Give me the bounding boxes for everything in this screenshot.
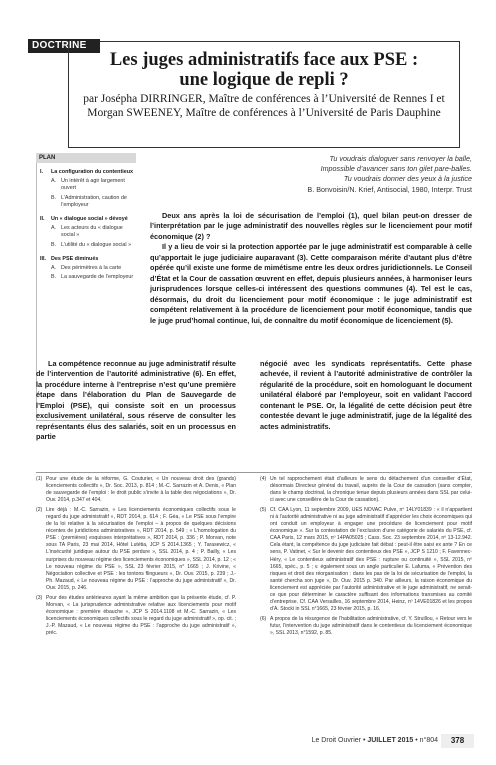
epigraph-line: Tu voudrais donner des yeux à la justice (343, 173, 472, 183)
intro-paragraph-1: Deux ans après la loi de sécurisation de l’emploi (1), quel bilan peut-on dresser de l’interprétation par le juge administratif des nouvelles règles sur le licenciement pour motif économique (2) ? (150, 211, 472, 241)
footnote-number: (4) (260, 476, 267, 482)
footnotes-left (36, 476, 236, 640)
body-column-left (36, 359, 236, 443)
footer-journal (312, 737, 438, 744)
plan-item-number: A. (51, 178, 57, 185)
plan-item-label: Les acteurs du « dialogue social » (61, 225, 123, 239)
article-title (70, 50, 458, 90)
plan-item-label: L’Administration, caution de l’employeur (61, 194, 127, 208)
plan-item (40, 225, 134, 239)
epigraph-line: Tu voudrais dialoguer sans renvoyer la balle, (329, 154, 472, 163)
section-tag: DOCTRINE (28, 39, 100, 53)
epigraph (150, 154, 472, 195)
introduction (150, 211, 472, 326)
footnote-separator (36, 472, 472, 473)
footnote-number: (5) (260, 507, 267, 514)
plan-item-number: B. (51, 241, 57, 248)
plan-item (40, 195, 134, 209)
plan-group-number: I. (40, 169, 43, 175)
plan-item-number: A. (51, 225, 57, 232)
footnote-text: Un tel rapprochement était d’ailleurs le sens du détachement d’un conseiller d’État, désormais Directeur général du travail, auprès de la Cour de cassation (sans compter, dans le champ doctrinal, la chronique tenue depuis plusieurs années dans SSL par celui-ci avec une conseillère de la Cour de cassation). (270, 476, 472, 504)
footer-separator: • (415, 737, 418, 744)
authors-line-1: par Josépha DIRRINGER, Maître de conférences à l’Université de Rennes I et (83, 93, 445, 105)
plan-item-label: L’utilité du « dialogue social » (61, 241, 132, 248)
body-paragraph: La compétence reconnue au juge administratif résulte de l’intervention de l’autorité administrative (6). En effet, la procédure interne à l’entreprise n’est qu’une première étape dans l’élaboration du Plan de Sauvegarde de l’Emploi (PSE), qui consiste soit en un processus exclusivement unilatéral, sous réserve de consulter les représentants élus des salariés, soit en un processus en partie (36, 359, 236, 442)
title-line-2: une logique de repli ? (179, 70, 349, 90)
footnote-number: (3) (36, 594, 43, 601)
plan-item-label: La sauvegarde de l’employeur (61, 274, 134, 281)
footnote-number: (2) (36, 507, 43, 514)
body-paragraph: négocié avec les syndicats représentatifs. Cette phase achevée, il revient à l’autorité administrative de contrôler la régularité de la procédure, soit en homologuant le document unilatéral élaboré par l’employeur, soit en validant l’accord contenant le PSE. Or, la légalité de cette décision peut être contestée devant le juge administratif, juge de la légalité des actes administratifs. (260, 359, 472, 431)
article-authors (70, 92, 458, 120)
footnote (36, 507, 236, 592)
plan-item-number: A. (51, 265, 57, 272)
plan-item-number: B. (51, 274, 57, 281)
plan-item-number: B. (51, 194, 57, 201)
plan-group-heading (40, 216, 134, 223)
plan-item-label: Un intérêt à agir largement ouvert (61, 178, 125, 192)
footnote (36, 595, 236, 637)
plan-item (40, 178, 134, 192)
footnote-number: (6) (260, 615, 267, 622)
plan-group-number: II. (40, 216, 45, 223)
plan-group-label: Des PSE diminués (51, 255, 99, 262)
plan-item (40, 274, 134, 281)
plan-item (40, 265, 134, 272)
journal-name: Le Droit Ouvrier (311, 737, 361, 744)
epigraph-source: B. Bonvoisin/N. Krief, Antisocial, 1980, Interpr. Trust (307, 184, 472, 194)
plan-title: PLAN (36, 153, 136, 163)
footnote-text: Cf. CAA Lyon, 11 septembre 2009, UES NOVAC Pulve, nº 14LY01839 : « il n’appartient ni à l’autorité administrative ni au juge administratif d’apprécier les choix économiques qui ont conduit un employeur à engager une procédure de licenciement pour motif économique ». Sur la contestation de l’exclusion d’une catégorie de salariés du PSE, cf. CAA Paris, 12 mars 2015, nº 14PA05025 ; Cass. Soc. 23 septembre 2014, nº 13-12.942. Cela étant, la compétence du juge judiciaire fait débat : peut-il être saisi ex ante ? En ce sens, P. Vatinet, « Sur le devenir des contentieux des PSE », JCP S 1210 ; F. Favennec-Héry, « Le contentieux administratif des PSE : rupture ou continuité », SSL 2015, nº 1665, spéc., p. 5 ; v. également sous un angle particulier E. Lafuma, « Prévention des risques et droit des réorganisation : dans les pas de la loi de sécurisation de l’emploi, la santé chercha son juge », Dr. Ouv. 2015 p. 340. Par ailleurs, la raison économique du licenciement est appréciée par l’autorité administrative et le juge administratif, ne serait-ce que pour déterminer le caractère suffisant des informations transmises au comité d’entreprise. Cf. CAA Versailles, 16 septembre 2014, Heinz, nº 14VE01826 et les propos d’A. Stocki in SSL n°1665, 23 février 2015, p. 16. (270, 507, 472, 612)
plan-group-label: Un « dialogue social » dévoyé (51, 216, 128, 223)
footnote-number: (1) (36, 476, 43, 482)
footer-separator: • (362, 737, 366, 744)
epigraph-line: Impossible d’avancer sans ton gilet pare-balles. (320, 163, 472, 173)
title-line-1: Les juges administratifs face aux PSE : (109, 50, 419, 70)
page-number: 378 (441, 734, 474, 748)
footnotes-right (260, 476, 472, 640)
plan-group-heading (40, 169, 134, 176)
footnote-text: A propos de la résurgence de l’habilitation administrative, cf. Y. Struillou, « Retour vers le futur, l’intervention du juge administratif dans le contentieux du licenciement économique », SSL 2013, n°1592, p. 85. (270, 615, 472, 636)
plan-item-label: Des périmètres à la carte (61, 265, 122, 272)
footnote (36, 476, 236, 504)
body-column-right (260, 359, 472, 432)
footnote-text: Pour une étude de la réforme, G. Couturier, « Un nouveau droit des (grands) licenciements collectifs », Dr. Soc. 2013, p. 814 ; M.-C. Sarrazin et A. Denis, « Plan de sauvegarde de l’emploi : le droit public s’invite à la table des négociations », Dr. Ouv. 2014, p.347 et 404. (46, 476, 236, 504)
footer-issue: JUILLET 2015 (367, 737, 414, 744)
plan-group (40, 256, 134, 282)
footnote-text: Pour des études antérieures ayant la même ambition que la présente étude, cf. P. Morvan, « La jurisprudence administrative relative aux licenciements pour motif économique : première ébauche », JCP S 2014.1108 et M.-C. Sarrazin, « Les licenciements économiques collectifs sous le regard du juge administratif », op. cit. ; J.-P. Mazaud, « Le nouveau régime du PSE : l’approche du juge administratif », préc. (46, 594, 236, 636)
plan-item (40, 242, 134, 249)
footnote-text: Lire déjà : M.-C. Sarrazin, « Les licenciements économiques collectifs sous le regard du juge administratif », RDT 2014, p. 614 ; F. Géa, « Le PSE sous l’empire de la loi relative à la sécurisation de l’emploi – à propos de quelques décisions récentes de juridictions administratives », RDT 2014, p. 549 ; « L’homologation du PSE : (premières) esquisses interprétatives », RDT 2014, p. 336 ; P. Morvan, note sous TA Paris, 23 mai 2014, Hôtel Lutétia, JCP S 2014.1365 ; Y. Tarasewicz, « L’insécurité juridique autour du PSE perdure », SSL 2014, p. 4 ; P. Bailly, « Les surprises du nouveau régime des licenciements économiques », SSL 2014, p. 12 ; « Le nouveau régime du PSE », SSL 23 février 2015, n° 1665 ; J. Krivine, « Négociation collective et PSE : les tontons flingueurs », Dr. Ouv. 2015, p. 239 ; J.-Ph. Mazaud, « Le nouveau régime du PSE : l’approche du juge administratif », Dr. Ouv. 2015, p. 246. (46, 507, 236, 591)
footer-number: n°804 (419, 737, 438, 744)
plan-group-number: III. (40, 255, 46, 262)
footnote (260, 476, 472, 504)
plan-group-label: La configuration du contentieux (51, 169, 134, 175)
plan-group (40, 169, 134, 209)
footnote (260, 507, 472, 613)
footnote (260, 616, 472, 637)
plan-group (40, 216, 134, 249)
authors-line-2: Morgan SWEENEY, Maître de conférences à l’Université de Paris Dauphine (87, 107, 441, 119)
plan-group-heading (40, 256, 134, 263)
intro-paragraph-2: Il y a lieu de voir si la protection apportée par le juge administratif est comparable à celle qu’apportait le juge judiciaire auparavant (3). Cette comparaison mérite d’autant plus d’être opérée qu’il existe une forme de mimétisme entre les deux ordres juridictionnels. Le Conseil d’État et la Cour de cassation œuvrent en effet, depuis plusieurs années, à harmoniser leurs jurisprudences lorsque celles-ci intéressent des questions communes (4). Tel est le cas, désormais, du droit du licenciement pour motif économique : le juge administratif est compétent relativement à la procédure de licenciement pour motif économique, tandis que le juge prud’homal continue, lui, de connaître du motif économique de licenciement (5). (150, 242, 472, 325)
